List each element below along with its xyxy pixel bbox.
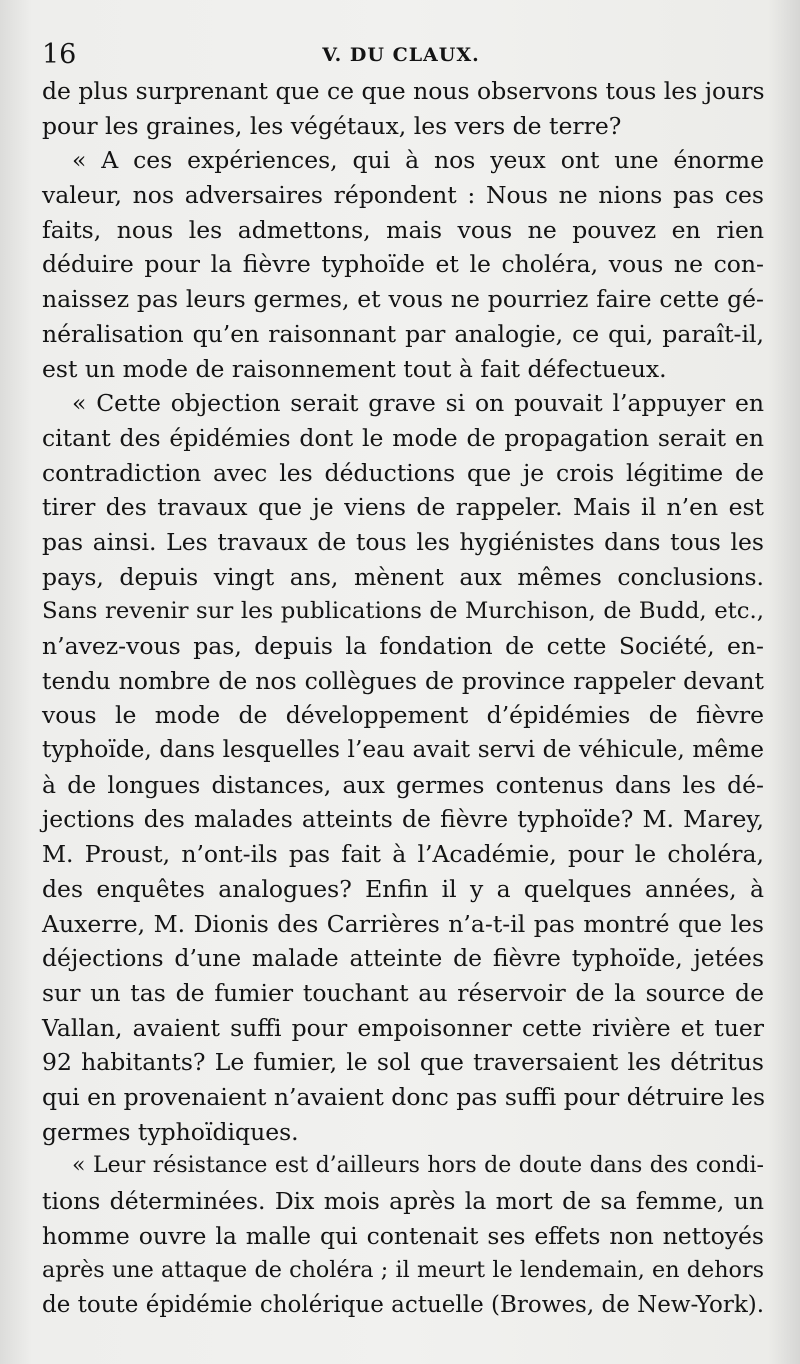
body-text bbox=[42, 74, 764, 1323]
page-header bbox=[42, 38, 760, 72]
text-line: qui en provenaient n’avaient donc pas suffi pour détruire les bbox=[42, 1082, 766, 1111]
text-line: « Leur résistance est d’ailleurs hors de doute dans des condi- bbox=[72, 1153, 764, 1179]
text-line: faits, nous les admettons, mais vous ne pouvez en rien bbox=[42, 215, 764, 244]
text-line: M. Proust, n’ont-ils pas fait à l’Académie, pour le choléra, bbox=[42, 840, 764, 869]
text-line: tendu nombre de nos collègues de province rappeler devant bbox=[42, 666, 764, 695]
text-line: est un mode de raisonnement tout à fait défectueux. bbox=[42, 354, 667, 383]
text-line: « Cette objection serait grave si on pouvait l’appuyer en bbox=[72, 389, 764, 418]
text-line: contradiction avec les déductions que je crois légitime de bbox=[42, 458, 764, 487]
text-line: jections des malades atteints de fièvre typhoïde? M. Marey, bbox=[42, 805, 764, 834]
text-line: tirer des travaux que je viens de rappeler. Mais il n’en est bbox=[42, 493, 764, 522]
text-line: après une attaque de choléra ; il meurt le lendemain, en dehors bbox=[42, 1257, 764, 1284]
text-line: Vallan, avaient suffi pour empoisonner cette rivière et tuer bbox=[42, 1013, 764, 1042]
text-line: des enquêtes analogues? Enfin il y a quelques années, à bbox=[42, 874, 764, 903]
text-line: « A ces expériences, qui à nos yeux ont une énorme bbox=[72, 146, 764, 175]
text-line: germes typhoïdiques. bbox=[42, 1117, 299, 1146]
text-line: citant des épidémies dont le mode de propagation serait en bbox=[42, 423, 764, 452]
text-line: homme ouvre la malle qui contenait ses effets non nettoyés bbox=[42, 1221, 764, 1250]
text-line: à de longues distances, aux germes contenus dans les dé- bbox=[42, 770, 764, 799]
text-line: typhoïde, dans lesquelles l’eau avait servi de véhicule, même bbox=[42, 736, 764, 764]
text-line: néralisation qu’en raisonnant par analogie, ce qui, paraît-il, bbox=[42, 319, 764, 348]
text-line: naissez pas leurs germes, et vous ne pourriez faire cette gé- bbox=[42, 285, 764, 314]
text-line: Auxerre, M. Dionis des Carrières n’a-t-il pas montré que les bbox=[42, 909, 764, 938]
text-line: de toute épidémie cholérique actuelle (Browes, de New-York). bbox=[42, 1292, 765, 1319]
text-line: vous le mode de développement d’épidémies de fièvre bbox=[42, 701, 764, 730]
text-line: tions déterminées. Dix mois après la mort de sa femme, un bbox=[42, 1187, 764, 1215]
text-line: pour les graines, les végétaux, les vers de terre? bbox=[42, 111, 622, 140]
text-line: de plus surprenant que ce que nous observons tous les jours bbox=[42, 77, 765, 105]
text-line: valeur, nos adversaires répondent : Nous ne nions pas ces bbox=[42, 181, 764, 210]
text-line: déjections d’une malade atteinte de fièvre typhoïde, jetées bbox=[42, 944, 764, 973]
text-line: déduire pour la fièvre typhoïde et le choléra, vous ne con- bbox=[42, 250, 764, 279]
running-title: V. DU CLAUX. bbox=[322, 44, 480, 66]
text-line: Sans revenir sur les publications de Murchison, de Budd, etc., bbox=[42, 598, 764, 625]
text-line: pas ainsi. Les travaux de tous les hygiénistes dans tous les bbox=[42, 527, 764, 556]
text-line: pays, depuis vingt ans, mènent aux mêmes conclusions. bbox=[42, 562, 764, 591]
text-line: sur un tas de fumier touchant au réservoir de la source de bbox=[42, 978, 764, 1007]
text-line: n’avez-vous pas, depuis la fondation de cette Société, en- bbox=[42, 632, 764, 660]
page-number: 16 bbox=[42, 39, 77, 70]
text-line: 92 habitants? Le fumier, le sol que traversaient les détritus bbox=[42, 1048, 764, 1077]
